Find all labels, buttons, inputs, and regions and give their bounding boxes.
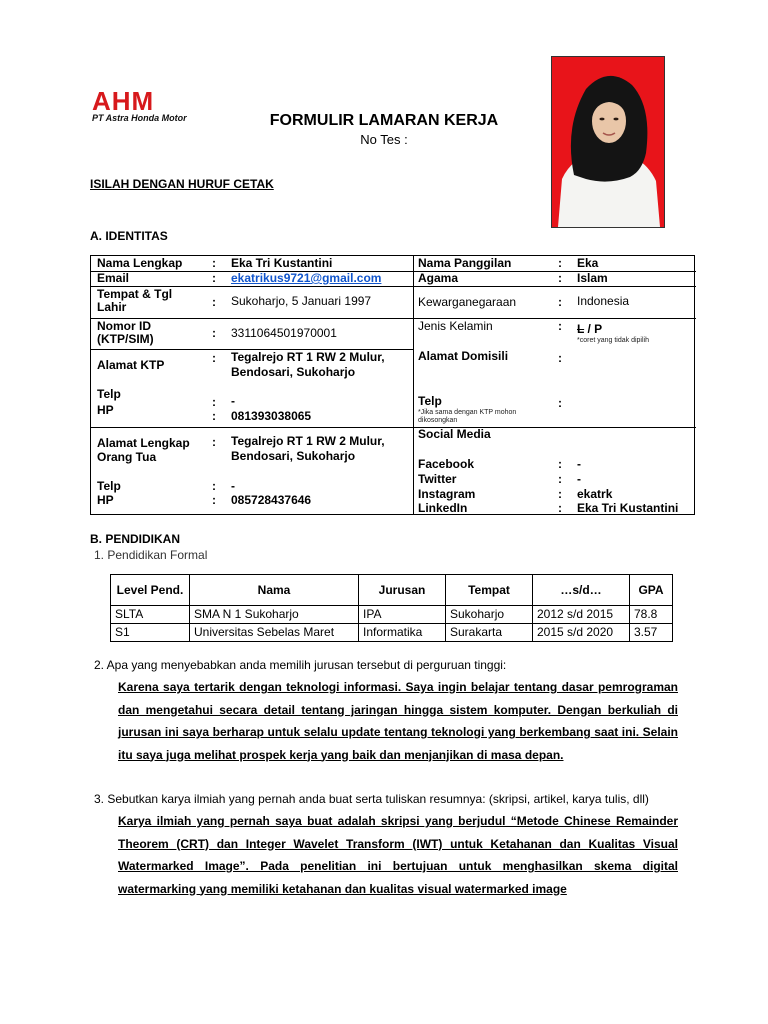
cell-nama: Universitas Sebelas Maret <box>190 624 359 642</box>
colon: : <box>558 271 562 285</box>
colon: : <box>558 487 562 501</box>
applicant-photo-image <box>552 57 664 227</box>
logo-mark: AHM <box>92 86 155 116</box>
alamat-domisili-label: Alamat Domisili <box>418 349 509 363</box>
jenis-kelamin-rest: / P <box>584 322 603 336</box>
telp-value: - <box>231 394 235 408</box>
nama-lengkap-label: Nama Lengkap <box>97 256 183 270</box>
formal-education-label: 1. Pendidikan Formal <box>94 548 208 562</box>
jenis-kelamin-note: *coret yang tidak dipilih <box>577 337 649 344</box>
col-gpa: GPA <box>630 575 673 606</box>
cell-period: 2015 s/d 2020 <box>533 624 630 642</box>
no-tes-label: No Tes : <box>360 132 408 147</box>
agama-label: Agama <box>418 271 459 285</box>
colon: : <box>212 256 216 270</box>
jenis-kelamin-struck: L <box>577 322 585 336</box>
colon: : <box>212 435 216 449</box>
ahm-logo <box>92 86 192 123</box>
colon: : <box>558 295 562 309</box>
applicant-photo <box>551 56 665 228</box>
kewarganegaraan-label: Kewarganegaraan <box>418 295 517 309</box>
alamat-ktp-label: Alamat KTP <box>97 358 165 372</box>
section-identitas-heading: A. IDENTITAS <box>90 229 168 243</box>
colon: : <box>558 256 562 270</box>
cell-level: SLTA <box>111 606 190 624</box>
colon: : <box>558 351 562 365</box>
ortu-hp-label: HP <box>97 493 114 507</box>
nik-label: Nomor ID (KTP/SIM) <box>97 319 154 346</box>
nama-panggilan-label: Nama Panggilan <box>418 256 512 270</box>
row-line <box>413 286 696 287</box>
colon: : <box>212 493 216 507</box>
hp-value: 081393038065 <box>231 409 312 423</box>
agama-value: Islam <box>577 271 608 285</box>
ortu-hp-value: 085728437646 <box>231 493 312 507</box>
table-row <box>111 624 673 642</box>
instruction-text: ISILAH DENGAN HURUF CETAK <box>90 177 274 191</box>
section-pendidikan-heading: B. PENDIDIKAN <box>90 532 181 546</box>
question-3: 3. Sebutkan karya ilmiah yang pernah anda buat serta tuliskan resumnya: (skripsi, artikel, karya tulis, dll) <box>94 792 649 806</box>
telp-domisili-note: *Jika sama dengan KTP mohon dikosongkan <box>418 409 517 424</box>
colon: : <box>558 396 562 410</box>
nik-value: 3311064501970001 <box>231 326 337 340</box>
cell-period: 2012 s/d 2015 <box>533 606 630 624</box>
cell-tempat: Surakarta <box>446 624 533 642</box>
answer-3: Karya ilmiah yang pernah saya buat adalah skripsi yang berjudul “Metode Chinese Remainder Theorem (CRT) dan Integer Wavelet Transform (IWT) untuk Ketahanan dan Kualitas Visual Watermarked Image”. Pada penelitian ini bertujuan untuk menghasilkan skema digital watermarking yang memiliki ketahanan dan kualitas visual watermarked image <box>118 814 678 896</box>
education-table <box>110 574 673 642</box>
question-2: 2. Apa yang menyebabkan anda memilih jurusan tersebut di perguruan tinggi: <box>94 658 507 672</box>
twitter-value: - <box>577 472 581 486</box>
logo-subtitle: PT Astra Honda Motor <box>92 113 187 123</box>
education-header-row <box>111 575 673 606</box>
cell-level: S1 <box>111 624 190 642</box>
answer-2: Karena saya tertarik dengan teknologi informasi. Saya ingin belajar tentang dasar pemrograman dan mengetahui secara detail tentang jaringan hingga sistem komputer. Dengan berkuliah di jurusan ini saya berharap untuk selalu update tentang teknologi yang berkembang saat ini. Selain itu saya juga melihat prospek kerja yang baik dan menjanjikan di masa depan. <box>118 680 678 762</box>
jenis-kelamin-value <box>577 322 602 337</box>
colon: : <box>212 326 216 340</box>
social-media-label: Social Media <box>418 427 491 441</box>
cell-tempat: Sukoharjo <box>446 606 533 624</box>
hp-label: HP <box>97 403 114 417</box>
jenis-kelamin-label: Jenis Kelamin <box>418 319 493 333</box>
instagram-label: Instagram <box>418 487 476 501</box>
colon: : <box>212 479 216 493</box>
ttl-label: Tempat & Tgl Lahir <box>97 287 173 314</box>
row-line <box>91 427 413 428</box>
ortu-telp-label: Telp <box>97 479 121 493</box>
cell-gpa: 78.8 <box>630 606 673 624</box>
col-level: Level Pend. <box>111 575 190 606</box>
form-title: FORMULIR LAMARAN KERJA <box>269 112 499 129</box>
colon: : <box>212 409 216 423</box>
telp-label: Telp <box>97 387 121 401</box>
twitter-label: Twitter <box>418 472 457 486</box>
colon: : <box>212 295 216 309</box>
facebook-value: - <box>577 457 581 471</box>
kewarganegaraan-value: Indonesia <box>577 294 630 308</box>
cell-gpa: 3.57 <box>630 624 673 642</box>
alamat-ktp-value: Tegalrejo RT 1 RW 2 Mulur, Bendosari, Sukoharjo <box>231 350 385 379</box>
email-label: Email <box>97 271 130 285</box>
col-period: …s/d… <box>533 575 630 606</box>
nama-panggilan-value: Eka <box>577 256 599 270</box>
colon: : <box>558 319 562 333</box>
colon: : <box>212 351 216 365</box>
cell-jurusan: IPA <box>359 606 446 624</box>
alamat-ortu-label: Alamat Lengkap Orang Tua <box>97 436 190 464</box>
facebook-label: Facebook <box>418 457 475 471</box>
instagram-value: ekatrk <box>577 487 613 501</box>
ttl-value: Sukoharjo, 5 Januari 1997 <box>231 294 372 308</box>
email-link[interactable]: ekatrikus9721@gmail.com <box>231 271 382 285</box>
colon: : <box>558 501 562 515</box>
alamat-ortu-value: Tegalrejo RT 1 RW 2 Mulur, Bendosari, Sukoharjo <box>231 434 385 463</box>
cell-jurusan: Informatika <box>359 624 446 642</box>
ortu-telp-value: - <box>231 479 235 493</box>
colon: : <box>212 395 216 409</box>
colon: : <box>558 472 562 486</box>
col-tempat: Tempat <box>446 575 533 606</box>
linkedin-value: Eka Tri Kustantini <box>577 501 679 515</box>
colon: : <box>212 271 216 285</box>
col-nama: Nama <box>190 575 359 606</box>
linkedin-label: LinkedIn <box>418 501 468 515</box>
table-row <box>111 606 673 624</box>
telp-domisili-label: Telp <box>418 394 442 408</box>
identity-table <box>90 255 695 515</box>
identity-divider <box>413 256 414 514</box>
colon: : <box>558 457 562 471</box>
col-jurusan: Jurusan <box>359 575 446 606</box>
cell-nama: SMA N 1 Sukoharjo <box>190 606 359 624</box>
nama-lengkap-value: Eka Tri Kustantini <box>231 256 333 270</box>
